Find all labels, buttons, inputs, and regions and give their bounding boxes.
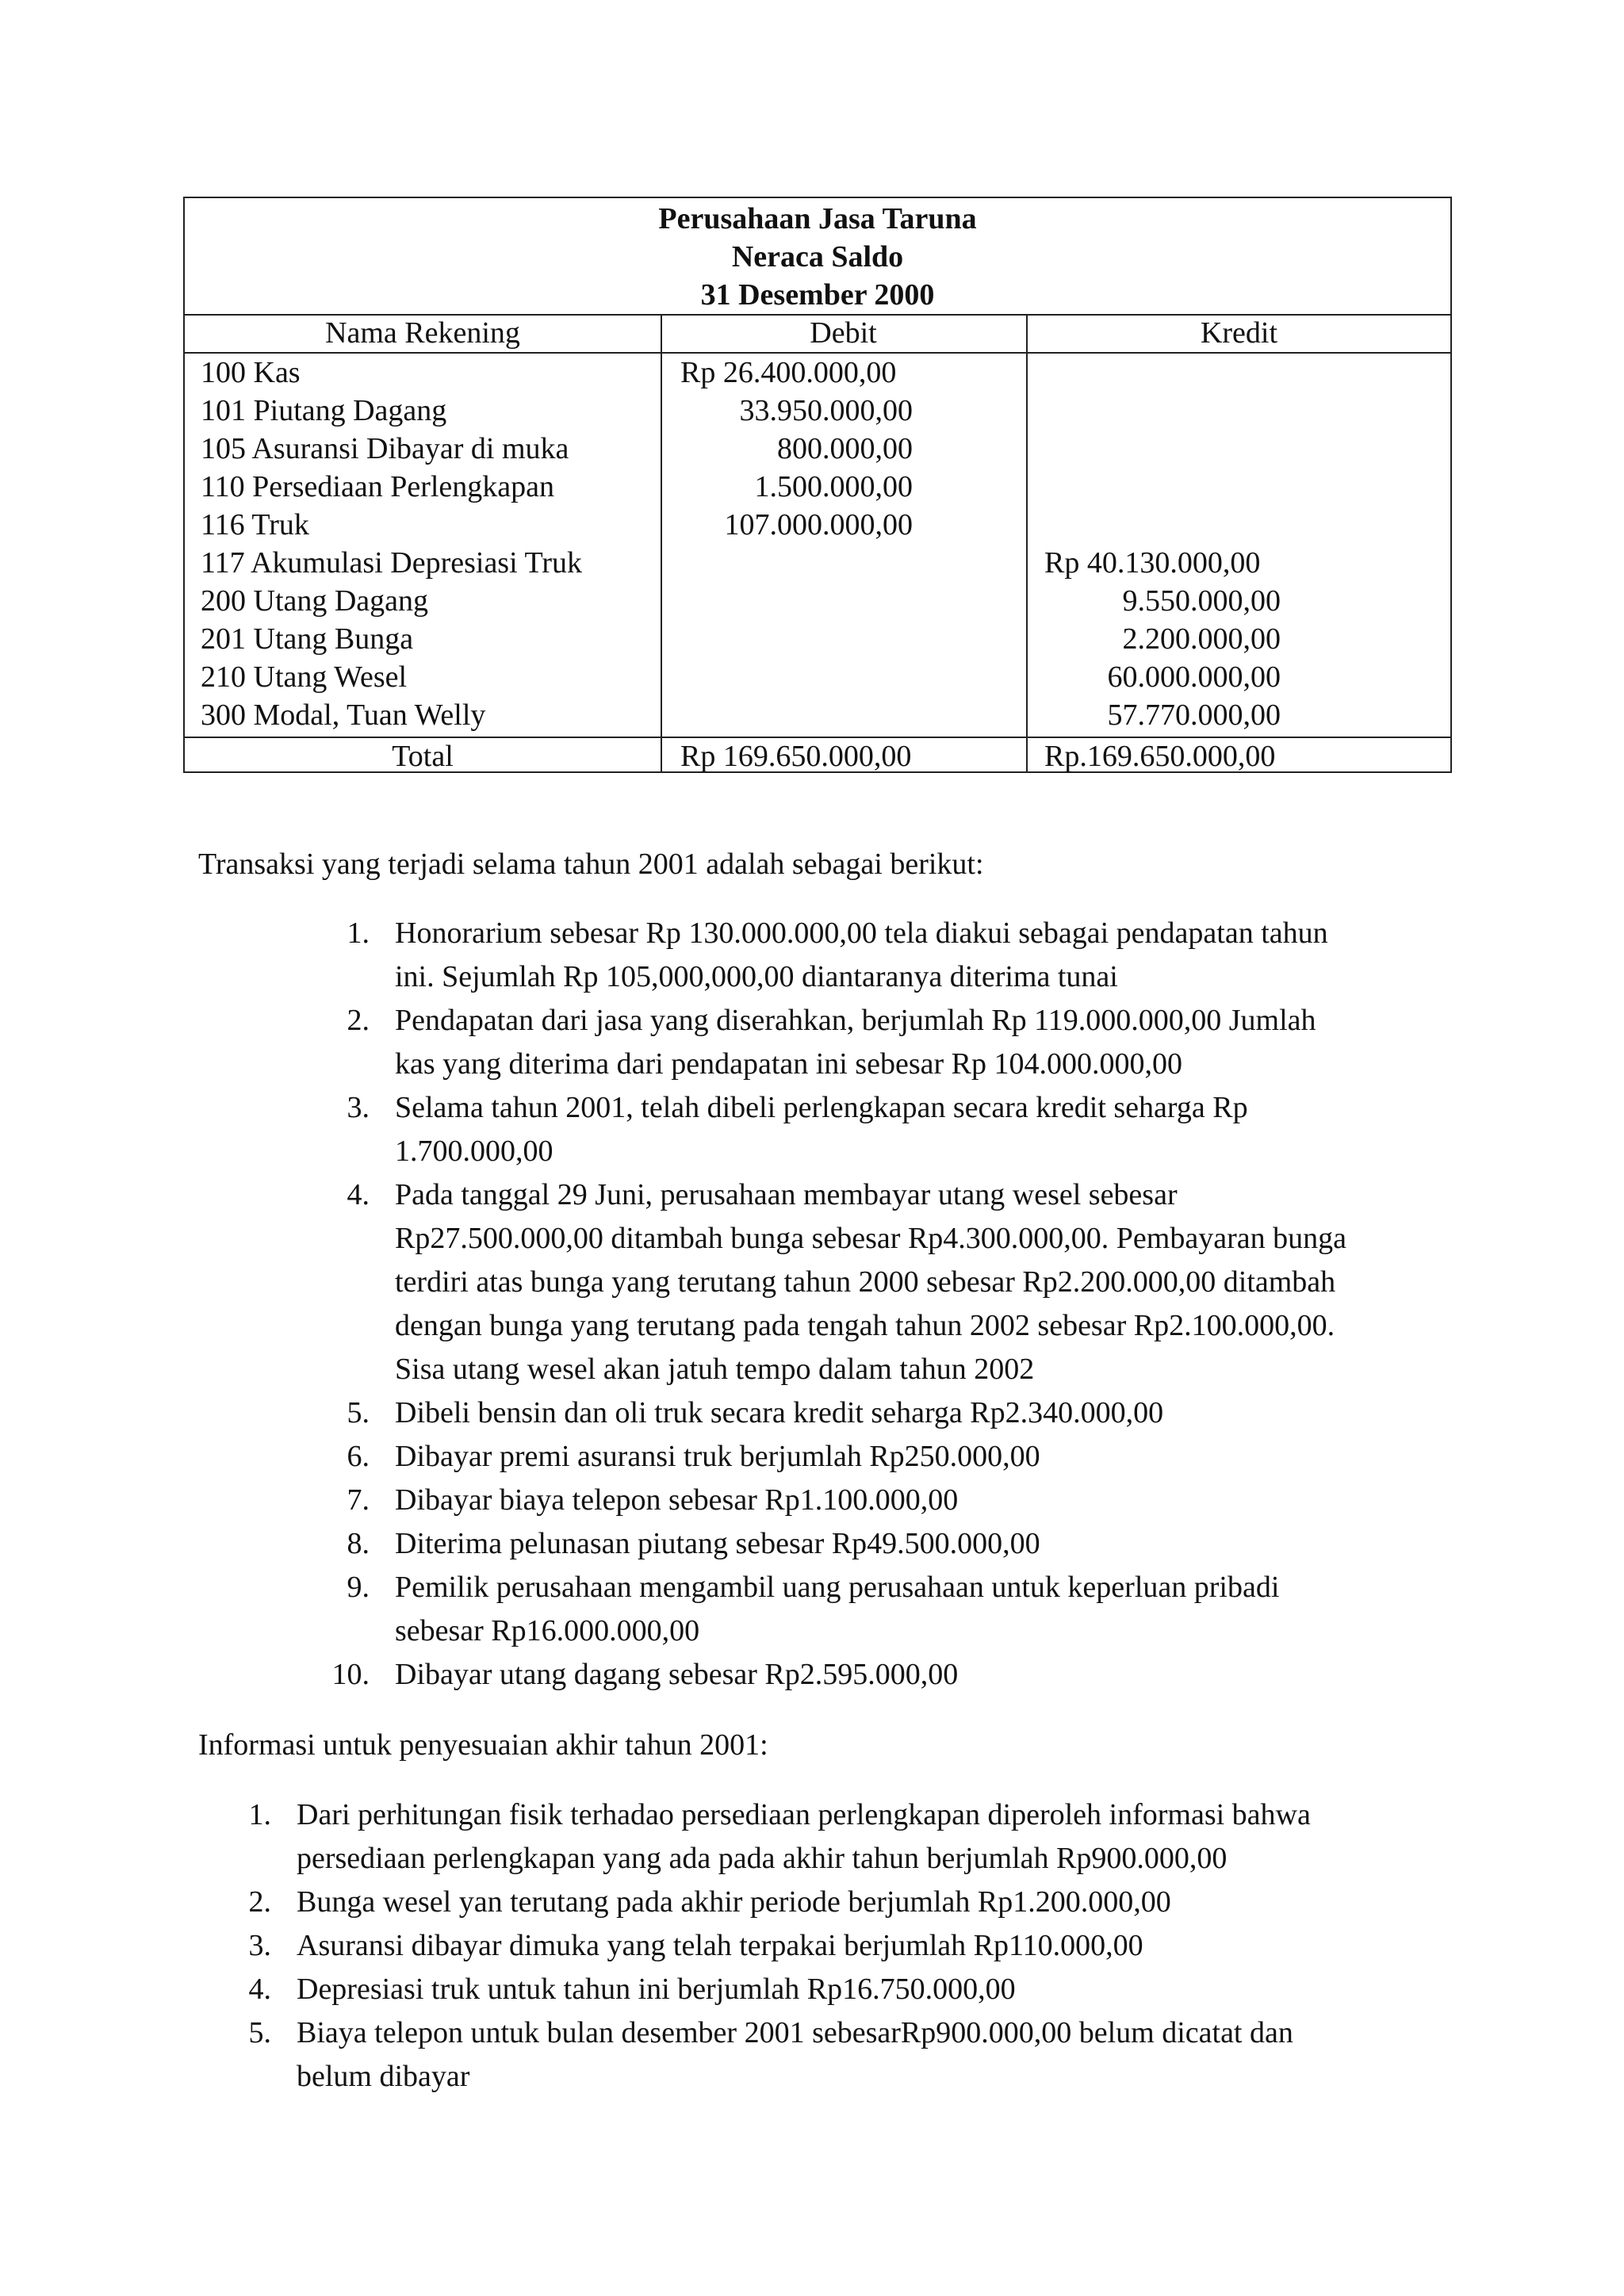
table-total-row xyxy=(185,737,1450,775)
item-number: 6. xyxy=(347,1440,370,1473)
item-text-line: Selama tahun 2001, telah dibeli perlengkapan secara kredit seharga Rp xyxy=(395,1091,1248,1124)
item-text-line: Pemilik perusahaan mengambil uang perusahaan untuk keperluan pribadi xyxy=(395,1571,1280,1604)
item-number: 1. xyxy=(347,916,370,950)
transaction-item xyxy=(0,1435,1457,1479)
table-title-block xyxy=(185,198,1450,316)
debit-amount: 33.950.000,00 xyxy=(739,394,913,427)
item-text-line: Diterima pelunasan piutang sebesar Rp49.500.000,00 xyxy=(395,1527,1040,1560)
item-number: 3. xyxy=(248,1929,271,1962)
account-name: 105 Asuransi Dibayar di muka xyxy=(201,432,569,465)
transactions-list xyxy=(0,912,1457,1697)
adjustment-item xyxy=(0,1881,1446,1924)
debit-amount: 107.000.000,00 xyxy=(724,508,913,541)
transaction-item xyxy=(0,1479,1457,1522)
transaction-item xyxy=(0,1086,1457,1173)
account-name: 117 Akumulasi Depresiasi Truk xyxy=(201,546,582,580)
credit-amount: 57.770.000,00 xyxy=(1107,698,1281,732)
credit-amount: 9.550.000,00 xyxy=(1122,584,1281,618)
credit-amount: 2.200.000,00 xyxy=(1122,622,1281,656)
item-text-line: Biaya telepon untuk bulan desember 2001 sebesarRp900.000,00 belum dicatat dan xyxy=(297,2016,1293,2049)
item-number: 1. xyxy=(248,1798,271,1831)
item-text-line: Asuransi dibayar dimuka yang telah terpakai berjumlah Rp110.000,00 xyxy=(297,1929,1143,1962)
adjustments-intro: Informasi untuk penyesuaian akhir tahun 2001: xyxy=(198,1728,768,1762)
adjustment-item xyxy=(0,2011,1446,2099)
item-text-line: persediaan perlengkapan yang ada pada akhir tahun berjumlah Rp900.000,00 xyxy=(297,1842,1228,1875)
account-name: 300 Modal, Tuan Welly xyxy=(201,698,486,732)
report-name: Neraca Saldo xyxy=(731,240,904,274)
adjustment-item xyxy=(0,1924,1446,1968)
account-name: 200 Utang Dagang xyxy=(201,584,429,618)
account-name: 100 Kas xyxy=(201,356,301,389)
trial-balance-table xyxy=(183,197,1452,773)
column-divider xyxy=(1026,314,1028,773)
item-text-line: Dibeli bensin dan oli truk secara kredit seharga Rp2.340.000,00 xyxy=(395,1396,1164,1429)
item-text-line: Dari perhitungan fisik terhadao persediaan perlengkapan diperoleh informasi bahwa xyxy=(297,1798,1311,1831)
item-text-line: Dibayar utang dagang sebesar Rp2.595.000,00 xyxy=(395,1658,959,1691)
header-account: Nama Rekening xyxy=(325,316,520,350)
transaction-item xyxy=(0,1566,1457,1653)
total-credit: Rp.169.650.000,00 xyxy=(1044,740,1276,773)
transaction-item xyxy=(0,912,1457,999)
adjustment-item xyxy=(0,1968,1446,2011)
item-text-line: kas yang diterima dari pendapatan ini sebesar Rp 104.000.000,00 xyxy=(395,1047,1183,1081)
account-name: 116 Truk xyxy=(201,508,309,541)
item-number: 9. xyxy=(347,1571,370,1604)
transaction-item xyxy=(0,1391,1457,1435)
item-text-line: Rp27.500.000,00 ditambah bunga sebesar Rp4.300.000,00. Pembayaran bunga xyxy=(395,1222,1346,1255)
item-text-line: Dibayar premi asuransi truk berjumlah Rp250.000,00 xyxy=(395,1440,1040,1473)
transaction-item xyxy=(0,1173,1457,1391)
item-text-line: dengan bunga yang terutang pada tengah tahun 2002 sebesar Rp2.100.000,00. xyxy=(395,1309,1335,1342)
item-text-line: Bunga wesel yan terutang pada akhir periode berjumlah Rp1.200.000,00 xyxy=(297,1885,1171,1919)
header-credit: Kredit xyxy=(1200,316,1278,350)
report-date: 31 Desember 2000 xyxy=(700,278,935,312)
credit-amount: 60.000.000,00 xyxy=(1107,660,1281,694)
item-number: 5. xyxy=(347,1396,370,1429)
header-debit: Debit xyxy=(810,316,877,350)
item-text-line: Depresiasi truk untuk tahun ini berjumlah Rp16.750.000,00 xyxy=(297,1973,1016,2006)
debit-amount: 800.000,00 xyxy=(777,432,913,465)
item-text-line: belum dibayar xyxy=(297,2060,470,2093)
debit-amount: Rp 26.400.000,00 xyxy=(680,356,897,389)
item-text-line: ini. Sejumlah Rp 105,000,000,00 diantaranya diterima tunai xyxy=(395,960,1118,993)
total-label: Total xyxy=(392,740,454,773)
item-number: 4. xyxy=(347,1178,370,1211)
column-divider xyxy=(661,314,662,773)
item-text-line: Pada tanggal 29 Juni, perusahaan membayar utang wesel sebesar xyxy=(395,1178,1178,1211)
transaction-item xyxy=(0,999,1457,1086)
account-name: 101 Piutang Dagang xyxy=(201,394,447,427)
transaction-item xyxy=(0,1522,1457,1566)
item-text-line: terdiri atas bunga yang terutang tahun 2000 sebesar Rp2.200.000,00 ditambah xyxy=(395,1265,1336,1299)
account-name: 210 Utang Wesel xyxy=(201,660,408,694)
item-number: 3. xyxy=(347,1091,370,1124)
total-debit: Rp 169.650.000,00 xyxy=(680,740,912,773)
item-number: 2. xyxy=(248,1885,271,1919)
adjustments-list xyxy=(0,1793,1446,2099)
transaction-item xyxy=(0,1653,1457,1697)
credit-amount: Rp 40.130.000,00 xyxy=(1044,546,1261,580)
item-number: 10. xyxy=(331,1658,370,1691)
item-text-line: Sisa utang wesel akan jatuh tempo dalam tahun 2002 xyxy=(395,1353,1035,1386)
item-number: 8. xyxy=(347,1527,370,1560)
adjustment-item xyxy=(0,1793,1446,1881)
item-text-line: Dibayar biaya telepon sebesar Rp1.100.000,00 xyxy=(395,1483,959,1517)
account-name: 201 Utang Bunga xyxy=(201,622,414,656)
item-text-line: sebesar Rp16.000.000,00 xyxy=(395,1614,700,1647)
item-number: 2. xyxy=(347,1004,370,1037)
item-number: 5. xyxy=(248,2016,271,2049)
company-name: Perusahaan Jasa Taruna xyxy=(658,202,977,235)
table-header-row xyxy=(185,314,1450,354)
item-text-line: Honorarium sebesar Rp 130.000.000,00 tela diakui sebagai pendapatan tahun xyxy=(395,916,1328,950)
transactions-intro: Transaksi yang terjadi selama tahun 2001 adalah sebagai berikut: xyxy=(198,848,984,881)
item-text-line: 1.700.000,00 xyxy=(395,1135,553,1168)
debit-amount: 1.500.000,00 xyxy=(754,470,913,503)
item-text-line: Pendapatan dari jasa yang diserahkan, berjumlah Rp 119.000.000,00 Jumlah xyxy=(395,1004,1316,1037)
item-number: 7. xyxy=(347,1483,370,1517)
item-number: 4. xyxy=(248,1973,271,2006)
account-name: 110 Persediaan Perlengkapan xyxy=(201,470,554,503)
